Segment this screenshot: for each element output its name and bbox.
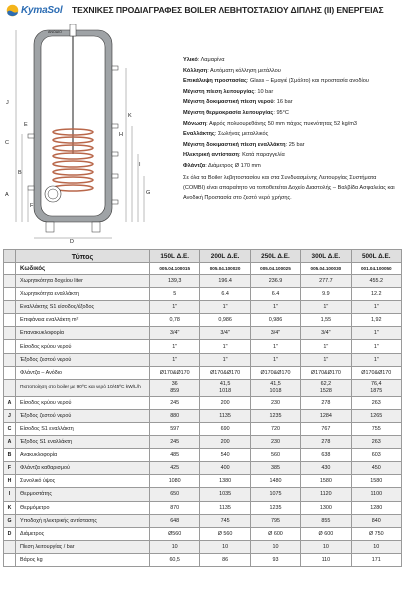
table-cell: 0,986 [200,314,250,327]
table-cell: 1" [200,340,250,353]
table-row [4,488,402,501]
dimension-tag [4,314,16,327]
spec-row [183,55,401,66]
dimension-tag: I [4,488,16,501]
spec-separator: : [273,99,277,106]
header-model: 200L Δ.Ε. [200,250,250,263]
diagram-label-j: J [6,100,9,106]
row-label: Βάρος kg [16,553,150,566]
table-cell: 1035 [200,488,250,501]
table-cell: 1135 [200,501,250,514]
table-row [4,275,402,288]
spec-separator: : [273,109,277,116]
spec-row [183,66,401,77]
table-cell: 10 [351,540,401,553]
dimension-tag: C [4,422,16,435]
dimension-tag [4,288,16,301]
table-row [4,527,402,540]
row-label: Εναλλάκτης S1 είσοδος/έξοδος [16,301,150,314]
table-cell: 720 [250,422,300,435]
spec-row [183,76,401,87]
table-cell: 12.2 [351,288,401,301]
dimension-tag: A [4,396,16,409]
table-cell: 230 [250,436,300,449]
spec-label: Επικάλυψη προστασίας [183,78,247,85]
table-row [4,409,402,422]
spec-label: Ηλεκτρική αντίσταση [183,152,239,159]
diagram-label-k: K [128,113,132,119]
dimension-tag: H [4,475,16,488]
table-cell: 0,78 [150,314,200,327]
table-cell: 767 [301,422,351,435]
row-label: Πιστοποίηση στο boiler με 90ºC και νερό 10/45ºC kW/L/h [16,379,150,396]
product-code: 005.04.100015 [150,263,200,275]
spec-row [183,129,401,140]
table-cell: 638 [301,449,351,462]
table-cell: 795 [250,514,300,527]
spec-value: 16 bar [276,99,293,106]
table-cell: 1480 [250,475,300,488]
table-cell: 277.7 [301,275,351,288]
installation-note: Σε όλα τα Boiler λεβητοστασίου και στα Συνδυασμένης Λειτουργίας Συστήματα (COMBI) είναι απαραίτητο να τοποθετείται Δοχείο Διαστολής – Βαλβίδα Ασφαλείας και Ανοδική Προστασία στο ζεστό νερό χρήσης. [183,174,395,201]
header-type-label: Τύπος [16,250,150,263]
table-cell: 745 [200,514,250,527]
diagram-label-i: I [139,162,141,168]
dimension-tag [4,366,16,379]
table-cell: 263 [351,396,401,409]
table-row [4,327,402,340]
table-cell: 196.4 [200,275,250,288]
diagram-label-c: C [5,140,9,146]
table-cell: Ø170&Ø170 [351,366,401,379]
dimension-tag: F [4,462,16,475]
row-label: Είσοδος κρύου νερού [16,396,150,409]
table-cell: Ø170&Ø170 [301,366,351,379]
spec-value: 25 bar [288,141,305,148]
table-row [4,340,402,353]
table-cell: 455.2 [351,275,401,288]
diagram-label-h: H [119,132,123,138]
table-cell: 1" [351,340,401,353]
spec-row [183,150,401,161]
table-row [4,288,402,301]
product-code: 005.04.100030 [301,263,351,275]
spec-value: Λαμαρίνα [200,57,225,63]
dimension-tag [4,327,16,340]
dimension-tag [4,353,16,366]
row-label: Φλάντζα καθαρισμού [16,462,150,475]
table-cell: 1" [301,340,351,353]
table-cell: 76,4 1875 [351,379,401,396]
table-cell: 236.9 [250,275,300,288]
table-row [4,422,402,435]
table-cell: 1" [150,301,200,314]
brand-logo [6,3,72,17]
spec-separator: : [238,152,243,159]
boiler-foot-right [92,222,100,232]
table-cell: 1,55 [301,314,351,327]
spec-row [183,161,401,172]
code-label: Κωδικός [16,263,150,275]
table-cell: 1100 [351,488,401,501]
table-cell: 93 [250,553,300,566]
row-label: Φλάντζα – Ανόδιο [16,366,150,379]
table-row [4,514,402,527]
row-label: Επιφάνεια εναλλάκτη m² [16,314,150,327]
table-cell: 1" [301,353,351,366]
table-cell: 1" [150,340,200,353]
table-cell: 1" [351,301,401,314]
table-cell: Ø170&Ø170 [150,366,200,379]
table-cell: 245 [150,396,200,409]
spec-label: Κόλληση [183,67,208,74]
table-cell: Ø170&Ø170 [250,366,300,379]
spec-value: Κατά παραγγελία [242,152,285,159]
table-row [4,540,402,553]
spec-separator: : [254,88,258,95]
row-label: Έξοδος ζεστού νερού [16,409,150,422]
table-cell: Ø170&Ø170 [200,366,250,379]
diagram-label-d: D [70,239,74,244]
product-code: 001.04.100050 [351,263,401,275]
row-label: Ανακυκλοφορία [16,449,150,462]
table-cell: 263 [351,436,401,449]
table-row [4,449,402,462]
table-cell: 597 [150,422,200,435]
table-cell: 1080 [150,475,200,488]
table-cell: 1580 [301,475,351,488]
row-label: Συνολικό ύψος [16,475,150,488]
spec-label: Μέγιστη δοκιμαστική πίεση νερού [183,99,274,106]
spec-row [183,87,401,98]
table-cell: Ø560 [150,527,200,540]
diagram-label-e: E [24,122,28,128]
table-cell: 1120 [301,488,351,501]
row-label: Θερμοστάτης [16,488,150,501]
table-cell: 5 [150,288,200,301]
table-cell: Ø 600 [301,527,351,540]
row-label: Έξοδος ζεστού νερού [16,353,150,366]
table-row [4,379,402,396]
dimension-tag [4,275,16,288]
boiler-diagram [4,24,154,244]
spec-label: Φλάντζα [183,162,206,169]
table-cell: 540 [200,449,250,462]
header-model: 250L Δ.Ε. [250,250,300,263]
spec-separator: : [205,162,209,169]
spec-row [183,140,401,151]
diagram-label-anode: ΑΝΟΔΙΟ [48,30,62,34]
spec-separator: : [207,67,211,74]
spec-value: Glass – Εμαγιέ (Σμάλτο) και προστασία ανοδίου [250,78,369,85]
table-cell: Ø 560 [200,527,250,540]
table-cell: 1380 [200,475,250,488]
dimension-tag: J [4,409,16,422]
table-cell: 10 [250,540,300,553]
table-row [4,396,402,409]
table-cell: 1,92 [351,314,401,327]
table-cell: 278 [301,396,351,409]
table-row [4,436,402,449]
table-cell: 1284 [301,409,351,422]
table-cell: 648 [150,514,200,527]
spec-value: 95°C [276,109,289,116]
table-cell: 41,5 1018 [250,379,300,396]
spec-row [183,108,401,119]
spec-separator: : [206,120,209,127]
table-cell: 6.4 [250,288,300,301]
table-cell: 10 [200,540,250,553]
table-row [4,501,402,514]
table-cell: 425 [150,462,200,475]
logo-text: KymaSol [21,4,63,16]
table-cell: 385 [250,462,300,475]
header-model: 500L Δ.Ε. [351,250,401,263]
table-cell: 3/4" [150,327,200,340]
spec-label: Μόνωση [183,120,207,127]
table-cell: 1075 [250,488,300,501]
table-cell: 1265 [351,409,401,422]
row-label: Υποδοχή ηλεκτρικής αντίστασης [16,514,150,527]
header-model: 300L Δ.Ε. [301,250,351,263]
table-cell: Ø 750 [351,527,401,540]
table-cell: 10 [301,540,351,553]
table-cell: 3/4" [301,327,351,340]
table-cell: 3/4" [200,327,250,340]
table-cell: 3/4" [250,327,300,340]
page-title: ΤΕΧΝΙΚΕΣ ΠΡΟΔΙΑΓΡΑΦΕΣ BOILER ΛΕΒΗΤΟΣΤΑΣΙΟΥ ΔΙΠΛΗΣ (ΙΙ) ΕΝΕΡΓΕΙΑΣ [72,5,384,15]
table-cell: 690 [200,422,250,435]
row-label: Έξοδος S1 εναλλάκτη [16,436,150,449]
table-cell: 41,5 1018 [200,379,250,396]
table-cell: 1" [301,301,351,314]
row-label: Είσοδος S1 εναλλάκτη [16,422,150,435]
table-cell: 1235 [250,409,300,422]
row-label: Χωρητικότητα δοχείου liter [16,275,150,288]
table-row [4,301,402,314]
table-cell: 1135 [200,409,250,422]
spec-label: Μέγιστη θερμοκρασία λειτουργίας [183,109,274,116]
table-cell: 840 [351,514,401,527]
table-cell: 200 [200,436,250,449]
diagram-label-f: F [30,203,34,209]
table-cell: 400 [200,462,250,475]
spec-row [183,119,401,130]
header-model: 150L Δ.Ε. [150,250,200,263]
table-row [4,462,402,475]
table-cell: 36 859 [150,379,200,396]
dimension-tag: B [4,449,16,462]
row-label: Πίεση λειτουργίας / bar [16,540,150,553]
table-cell: 1300 [301,501,351,514]
product-code: 005.04.100020 [200,263,250,275]
spec-value: Σωλήνας μεταλλικός [217,131,269,138]
spec-value: Αυτόματη κόλληση μετάλλου [210,67,281,74]
row-label: Διάμετρος [16,527,150,540]
spec-label: Μέγιστη πίεση λειτουργίας [183,88,255,95]
table-row [4,366,402,379]
table-cell: 6.4 [200,288,250,301]
row-label: Χωρητικότητα εναλλάκτη [16,288,150,301]
table-cell: 485 [150,449,200,462]
sun-logo-icon [6,4,19,17]
spec-table [3,249,402,567]
dimension-tag [4,553,16,566]
table-cell: 603 [351,449,401,462]
spec-separator: : [197,57,201,63]
dimension-tag: K [4,501,16,514]
table-cell: 0,986 [250,314,300,327]
table-cell: 230 [250,396,300,409]
table-cell: 278 [301,436,351,449]
cleaning-flange [45,186,61,202]
table-code-row [4,263,402,275]
table-cell: 171 [351,553,401,566]
diagram-label-a: Α [5,192,9,198]
table-cell: 1" [200,301,250,314]
table-cell: 430 [301,462,351,475]
table-cell: 1280 [351,501,401,514]
table-row [4,314,402,327]
spec-list [183,55,401,203]
table-row [4,553,402,566]
table-cell: 1" [250,340,300,353]
table-cell: 110 [301,553,351,566]
spec-separator: : [214,131,218,138]
diagram-label-g: G [146,190,151,196]
table-row [4,475,402,488]
dimension-tag [4,540,16,553]
table-cell: 1" [200,353,250,366]
table-cell: 855 [301,514,351,527]
spec-value: 10 bar [257,88,274,95]
table-cell: 560 [250,449,300,462]
dimension-tag: G [4,514,16,527]
hot-water-pipe [70,24,76,36]
row-label: Επανακυκλοφορία [16,327,150,340]
spec-value: Αφρός πολυουρεθάνης 50 mm πάχος πυκνότητας 52 kg/m3 [208,120,358,127]
spec-value: Διάμετρος Ø 170 mm [208,162,261,169]
table-row [4,353,402,366]
spec-separator: : [285,141,289,148]
table-cell: 10 [150,540,200,553]
table-cell: 650 [150,488,200,501]
table-cell: 200 [200,396,250,409]
row-label: Θερμόμετρο [16,501,150,514]
table-cell: 1" [351,327,401,340]
table-cell: 245 [150,436,200,449]
product-code: 005.04.100025 [250,263,300,275]
dimension-tag: A [4,436,16,449]
row-label: Είσοδος κρύου νερού [16,340,150,353]
table-cell: Ø 600 [250,527,300,540]
table-cell: 60,5 [150,553,200,566]
table-cell: 880 [150,409,200,422]
spec-label: Εναλλάκτης [183,131,215,138]
boiler-foot-left [46,222,54,232]
spec-row [183,97,401,108]
spec-label: Μέγιστη δοκιμαστική πίεση εναλλάκτη [183,141,286,148]
table-cell: 9.9 [301,288,351,301]
dimension-tag: D [4,527,16,540]
table-cell: 1" [250,353,300,366]
table-cell: 86 [200,553,250,566]
table-header-row [4,250,402,263]
table-cell: 1580 [351,475,401,488]
spec-separator: : [246,78,251,85]
diagram-label-b: Β [18,170,22,176]
spec-label: Υλικό [183,57,198,63]
table-cell: 755 [351,422,401,435]
table-cell: 62,2 1528 [301,379,351,396]
table-cell: 1" [250,301,300,314]
dimension-tag [4,340,16,353]
table-cell: 870 [150,501,200,514]
table-cell: 1" [150,353,200,366]
table-cell: 450 [351,462,401,475]
table-cell: 1" [351,353,401,366]
table-cell: 1235 [250,501,300,514]
dimension-tag [4,379,16,396]
table-cell: 139,3 [150,275,200,288]
dimension-tag [4,301,16,314]
